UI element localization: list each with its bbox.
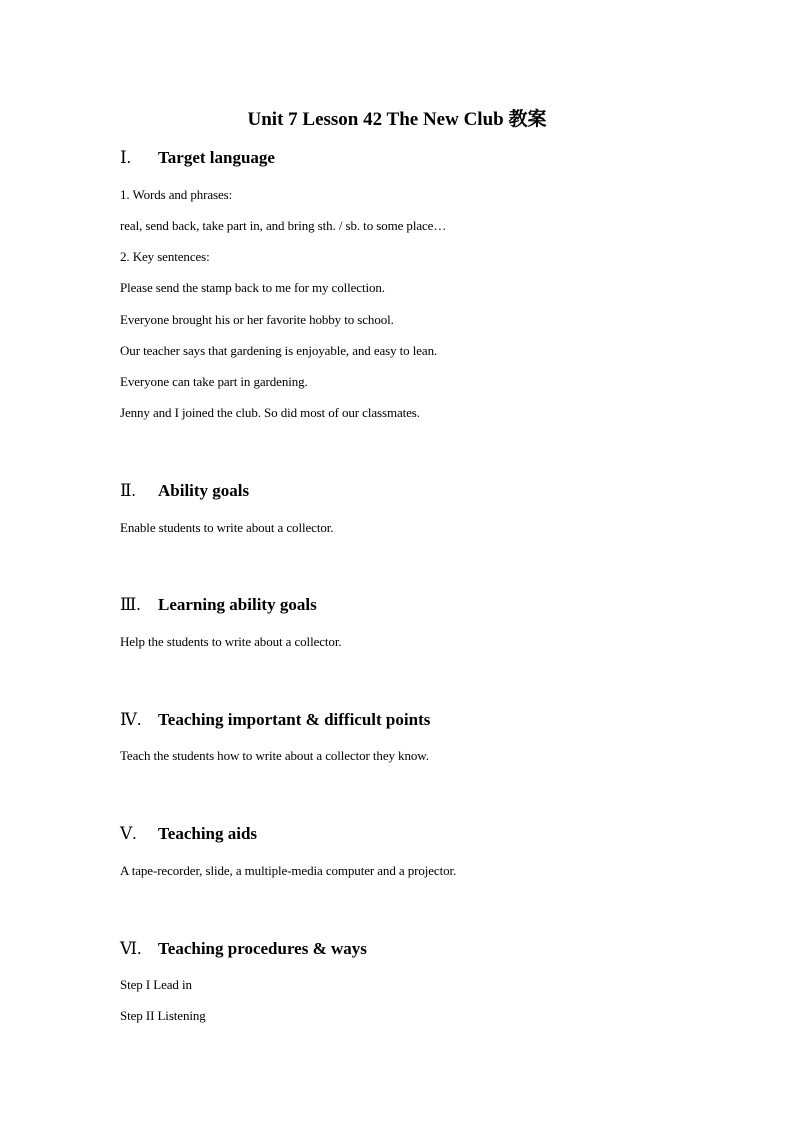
section-heading-3 [120, 595, 317, 615]
body-line: Our teacher says that gardening is enjoyable, and easy to lean. [120, 343, 438, 358]
section-number-6: Ⅵ. [120, 939, 142, 958]
body-line: Step I Lead in [120, 977, 192, 992]
body-line: Jenny and I joined the club. So did most of our classmates. [120, 405, 420, 420]
body-line: 2. Key sentences: [120, 249, 210, 264]
section-title-4: Teaching important & difficult points [158, 710, 431, 729]
body-line: Everyone brought his or her favorite hobby to school. [120, 312, 394, 327]
section-number-3: Ⅲ. [120, 595, 141, 614]
section-number-4: Ⅳ. [120, 710, 142, 729]
body-line: Step II Listening [120, 1008, 206, 1023]
section-title-1: Target language [158, 148, 275, 167]
section-number-2: Ⅱ. [120, 481, 136, 500]
body-line: Enable students to write about a collector. [120, 520, 334, 535]
section-title-6: Teaching procedures & ways [158, 939, 367, 958]
section-title-5: Teaching aids [158, 824, 258, 843]
body-line: real, send back, take part in, and bring sth. / sb. to some place… [120, 218, 447, 233]
section-heading-6 [120, 939, 367, 959]
body-line: 1. Words and phrases: [120, 187, 233, 202]
body-line: Please send the stamp back to me for my collection. [120, 280, 385, 295]
section-number-1: Ⅰ. [120, 148, 131, 167]
section-heading-5 [120, 824, 257, 844]
section-title-3: Learning ability goals [158, 595, 317, 614]
section-heading-1 [120, 148, 275, 168]
section-number-5: Ⅴ. [120, 824, 137, 843]
section-heading-2 [120, 481, 249, 501]
body-line: Teach the students how to write about a collector they know. [120, 748, 429, 763]
section-title-2: Ability goals [158, 481, 250, 500]
document-title: Unit 7 Lesson 42 The New Club 教案 [247, 109, 547, 130]
body-line: Everyone can take part in gardening. [120, 374, 308, 389]
body-line: A tape-recorder, slide, a multiple-media computer and a projector. [120, 863, 457, 878]
body-line: Help the students to write about a collector. [120, 634, 342, 649]
section-heading-4 [120, 710, 430, 730]
